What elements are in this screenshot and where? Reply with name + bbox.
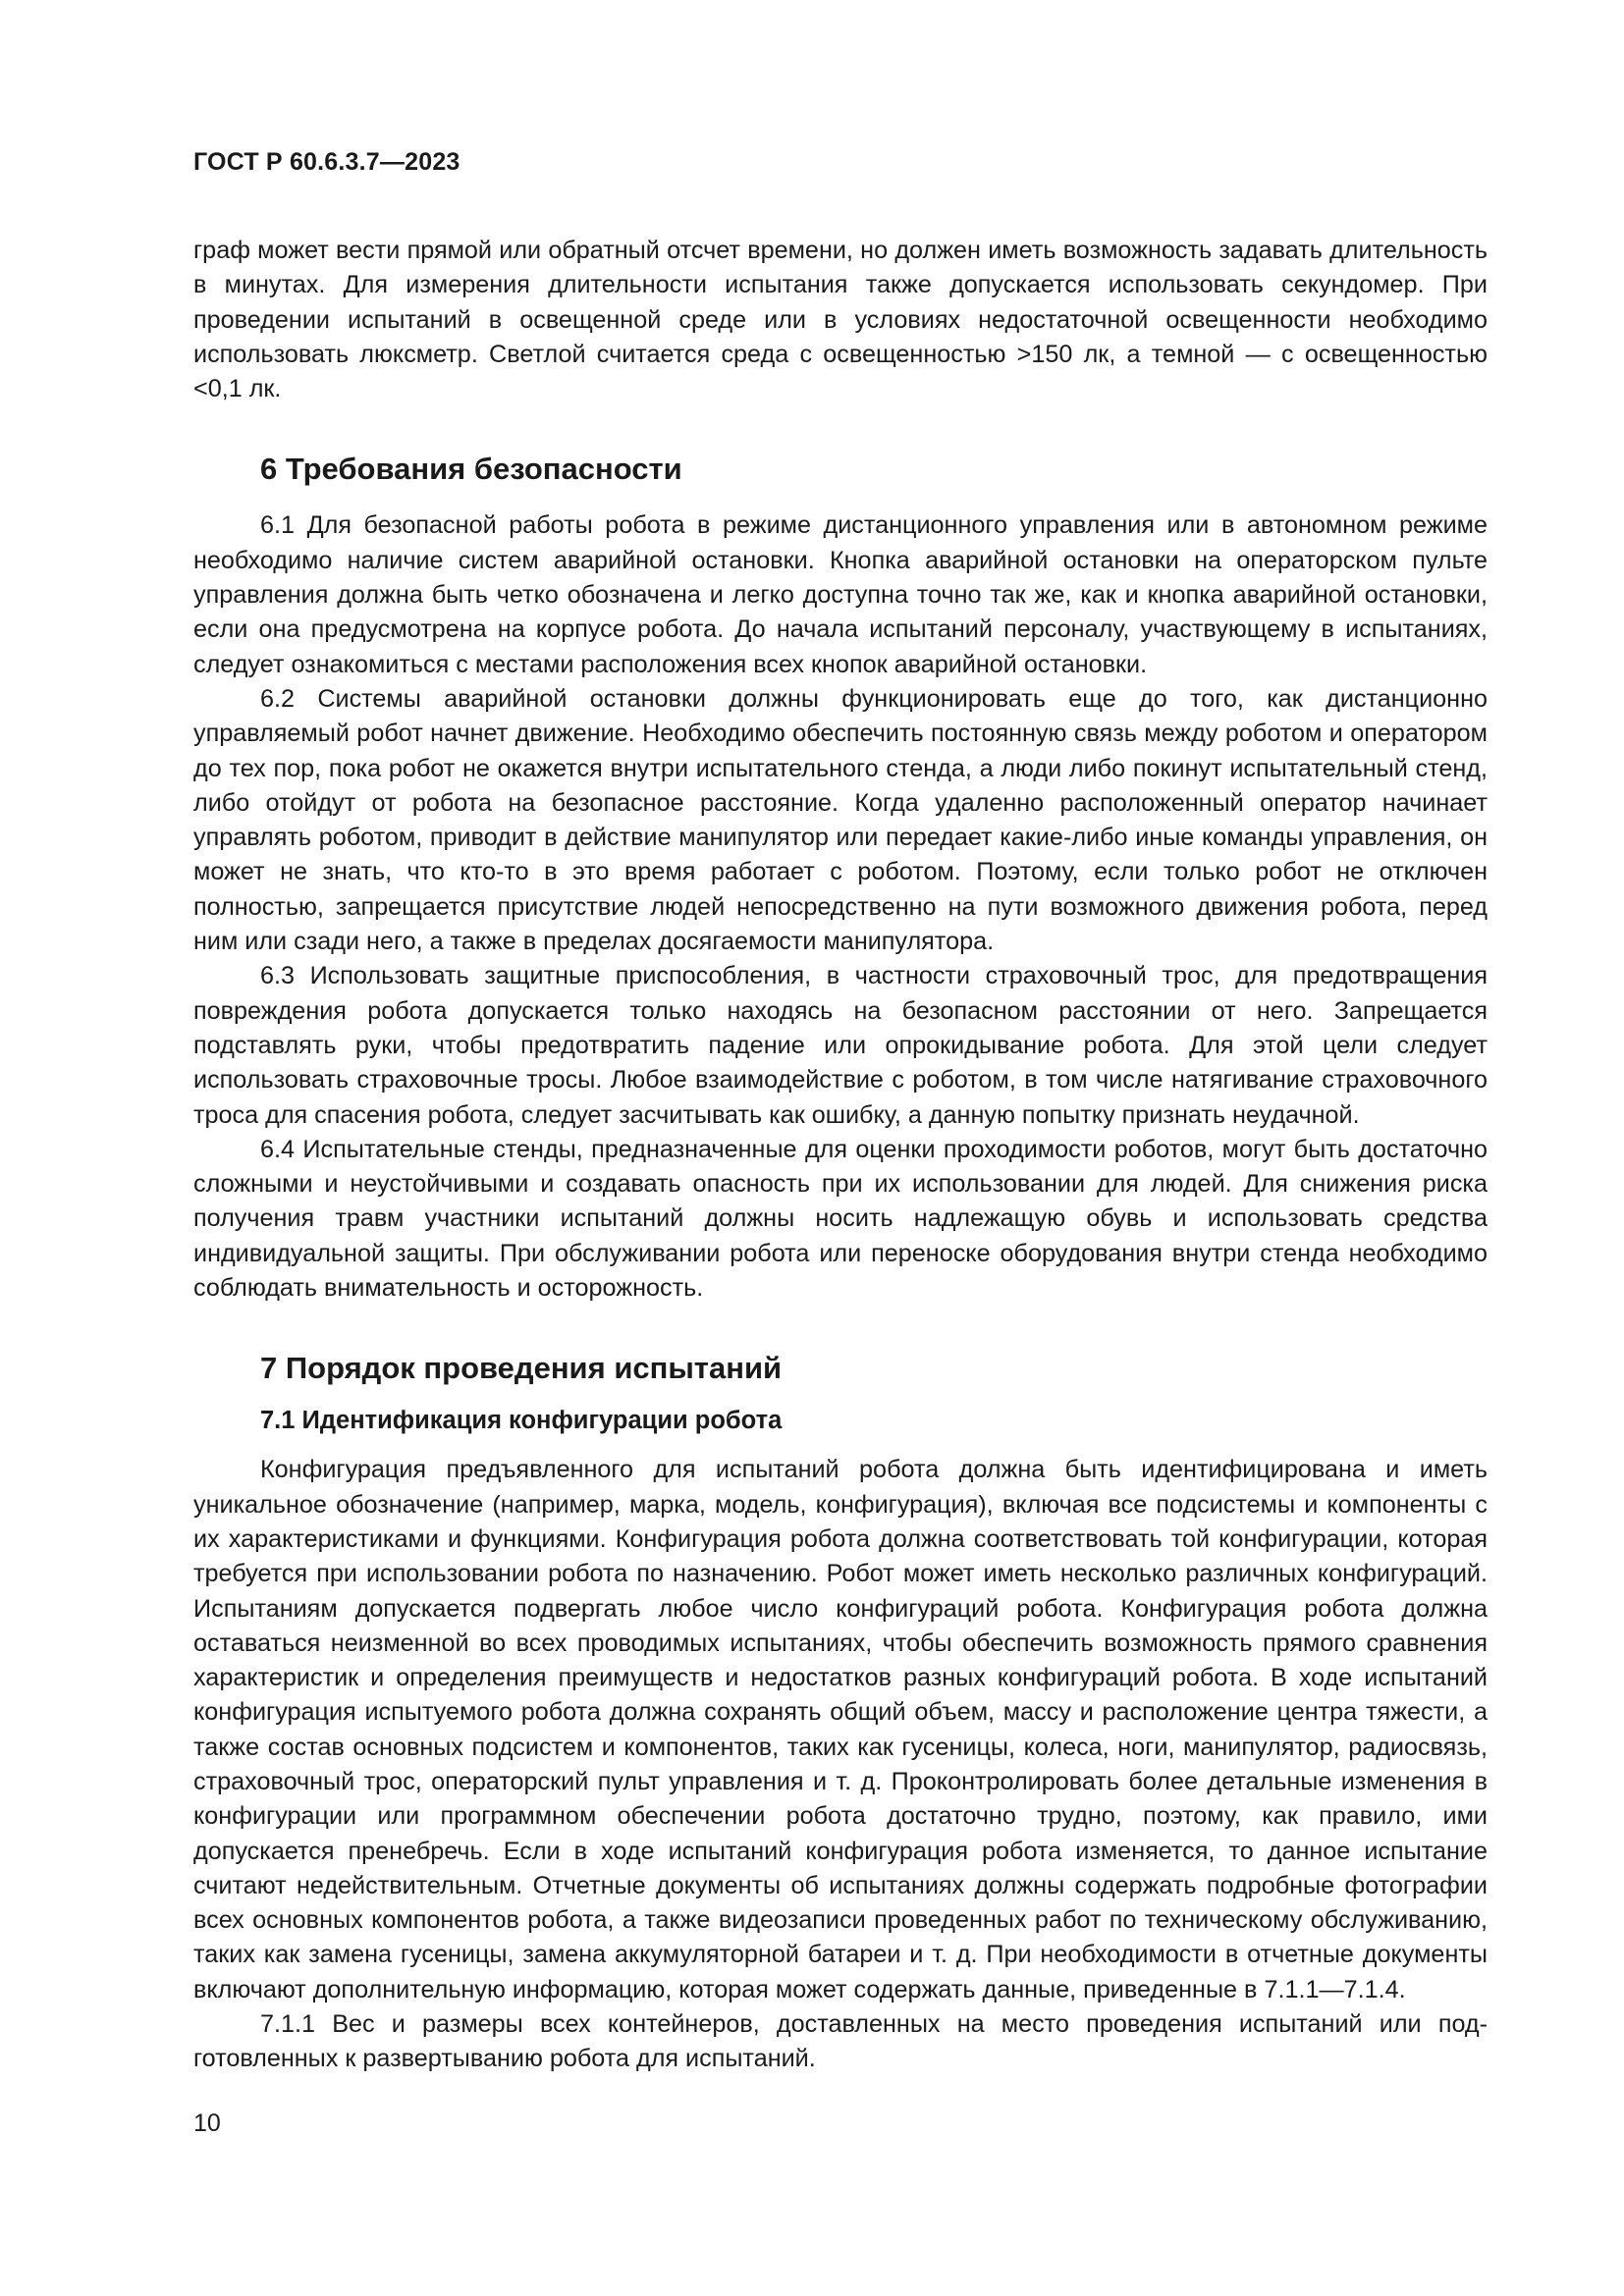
intro-paragraph: граф может вести прямой или обратный отсчет времени, но должен иметь возможность задавать длительность в минутах. Для измерения длительности испытания также допускается использовать секундомер. При проведении испытаний в освещенной среде или в условиях недостаточной освещенности необходимо использовать люксметр. Светлой считается среда с освещенностью >150 лк, а темной — с освещенностью <0,1 лк.	[193, 237, 1488, 403]
paragraph-6-1: 6.1 Для безопасной работы робота в режиме дистанционного управления или в автономном режиме необходимо наличие систем аварийной остановки. Кнопка аварийной остановки на операторском пульте управления должна быть четко обозначена и легко доступна точно так же, как и кнопка аварийной остановки, если она предусмотрена на корпусе робота. До начала испытаний персоналу, участвующему в испытаниях, следует ознакомиться с местами расположения всех кнопок аварийной остановки.	[193, 511, 1488, 678]
subsection-7-1-title: 7.1 Идентификация конфигурации робота	[260, 1407, 783, 1435]
section-7-title: 7 Порядок проведения испытаний	[260, 1351, 783, 1386]
paragraph-6-4: 6.4 Испытательные стенды, предназначенные для оценки проходимости роботов, могут быть достаточно сложными и неустойчивыми и создавать опасность при их использовании для людей. Для снижения риска получения травм участники испытаний должны носить надлежащую обувь и использовать средства индивидуальной защиты. При обслуживании робота или переноске оборудования внутри стенда необходимо соблюдать внимательность и осторожность.	[193, 1135, 1488, 1303]
paragraph-6-3: 6.3 Использовать защитные приспособления, в частности страховочный трос, для предотвращения повреждения робота допускается только находясь на безопасном расстоянии от него. Запрещается подставлять руки, чтобы предотвратить падение или опрокидывание робота. Для этой цели следует использовать страховочные тросы. Любое взаимодействие с роботом, в том числе натягивание страховочного троса для спасения робота, следует засчитывать как ошибку, а данную попытку признать неудачной.	[193, 962, 1488, 1129]
section-6-title: 6 Требования безопасности	[260, 452, 682, 487]
document-header: ГОСТ Р 60.6.3.7—2023	[193, 148, 460, 176]
paragraph-7-1-1: 7.1.1 Вес и размеры всех контейнеров, доставленных на место проведения испытаний или подготовленных к развертыванию робота для испытаний.	[193, 2010, 1488, 2073]
paragraph-6-2: 6.2 Системы аварийной остановки должны функционировать еще до того, как дистанционно управляемый робот начнет движение. Необходимо обеспечить постоянную связь между роботом и оператором до тех пор, пока робот не окажется внутри испытательного стенда, а люди либо покинут испытательный стенд, либо отойдут от робота на безопасное расстояние. Когда удаленно расположенный оператор начинает управлять роботом, приводит в действие манипулятор или передает какие-либо иные команды управления, он может не знать, что кто-то в это время работает с роботом. Поэтому, если только робот не отключен полностью, запрещается присутствие людей непосредственно на пути возможного движения робота, перед ним или сзади него, а также в пределах досягаемости манипулятора.	[193, 684, 1488, 956]
document-page	[193, 147, 1488, 2077]
page-number: 10	[193, 2109, 221, 2137]
paragraph-7-1: Конфигурация предъявленного для испытаний робота должна быть идентифицирована и иметь уникальное обозначение (например, марка, модель, конфигурация), включая все подсистемы и компоненты с их характеристиками и функциями. Конфигурация робота должна соответствовать той конфигурации, которая требуется при использовании робота по назначению. Робот может иметь несколько различных конфигураций. Испытаниям допускается подвергать любое число конфигураций робота. Конфигурация робота должна оставаться неизменной во всех проводимых испытаниях, чтобы обеспечить возможность прямого сравнения характеристик и определения преимуществ и недостатков разных конфигураций робота. В ходе испытаний конфигурация испытуемого робота должна сохранять общий объем, массу и расположение центра тяжести, а также состав основных подсистем и компонентов, таких как гусеницы, колеса, ноги, манипулятор, радиосвязь, страховочный трос, операторский пульт управления и т. д. Проконтролировать более детальные изменения в конфигурации или программном обеспечении робота достаточно трудно, поэтому, как правило, ими допускается пренебречь. Если в ходе испытаний конфигурация робота изменяется, то данное испытание считают недействительным. Отчетные документы об испытаниях должны содержать подробные фотографии всех основных компонентов робота, а также видеозаписи проведенных работ по техническому обслуживанию, таких как замена гусеницы, замена аккумуляторной батареи и т. д. При необходимости в отчетные документы включают дополнительную информацию, которая может содержать данные, приведенные в 7.1.1—7.1.4.	[193, 1456, 1488, 2003]
